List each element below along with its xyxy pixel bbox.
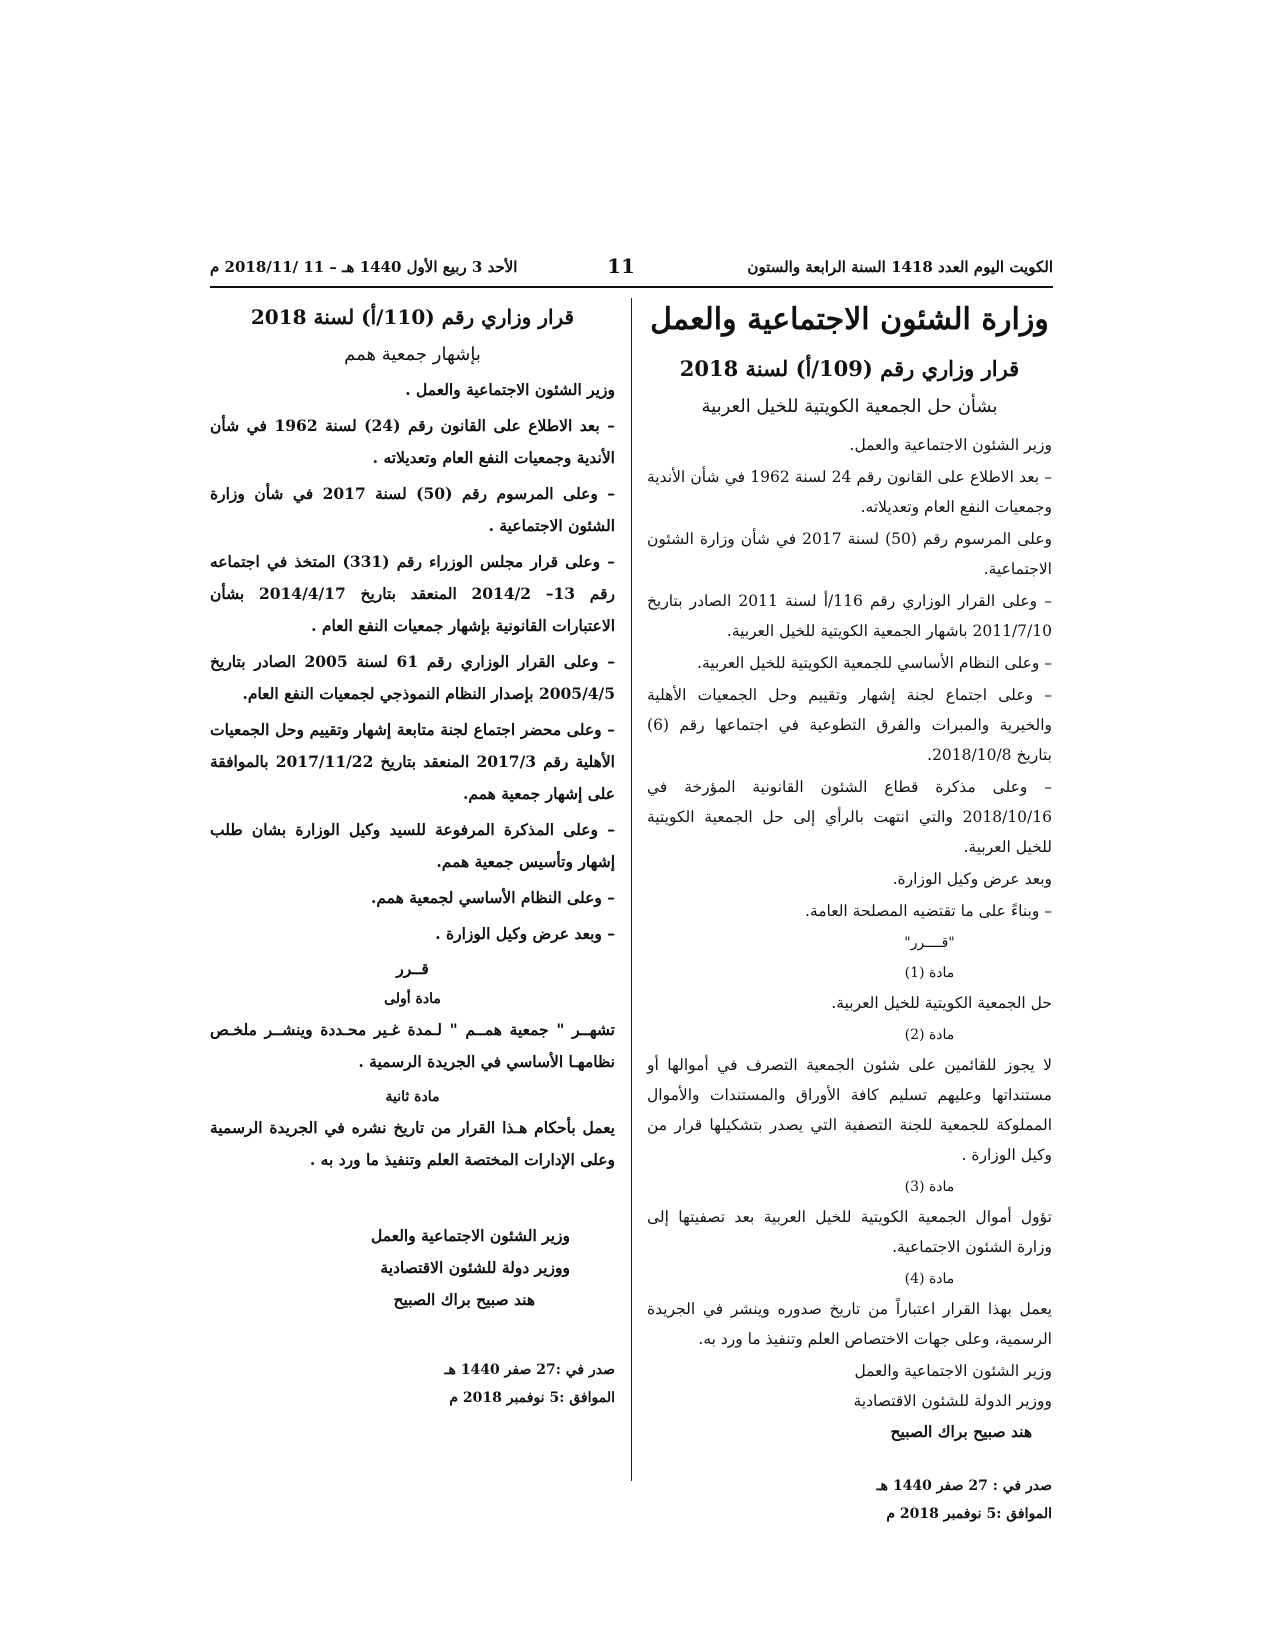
article-label: مادة (1) (904, 965, 955, 981)
signature-name: هند صبيح براك الصبيح (393, 1290, 535, 1309)
ministry-title: وزارة الشئون الاجتماعية والعمل (650, 302, 1049, 337)
header-rule (210, 286, 1053, 288)
page-header (210, 254, 1053, 284)
article-label: مادة (2) (904, 1027, 955, 1043)
preamble-line: – بعد الاطلاع على القانون رقم 24 لسنة 1962 في شأن الأندية وجمعيات النفع العام وتعديلاته. (647, 468, 1052, 516)
preamble-line: وبعد عرض وكيل الوزارة. (892, 870, 1052, 888)
preamble-line: – وعلى اجتماع لجنة إشهار وتقييم وحل الجمعيات الأهلية والخيرية والمبرات والفرق التطوعية في اجتماعها رقم (6) بتاريخ 2018/10/8. (647, 686, 1052, 764)
signature-title: ووزير الدولة للشئون الاقتصادية (853, 1392, 1052, 1410)
article-label: مادة (4) (904, 1271, 955, 1287)
decision-subject: بإشهار جمعية همم (344, 344, 481, 365)
preamble-line: – وعلى النظام الأساسي للجمعية الكويتية للخيل العربية. (697, 654, 1052, 672)
preamble-line: – بعد الاطلاع على القانون رقم (24) لسنة 1962 في شأن الأندية وجمعيات النفع العام وتعديلاته . (210, 416, 615, 467)
decided-heading: قــرر (396, 959, 429, 978)
corresponding-date: الموافق :5 نوفمبر 2018 م (449, 1390, 615, 1406)
preamble-line: وعلى المرسوم رقم (50) لسنة 2017 في شأن وزارة الشئون الاجتماعية. (647, 530, 1052, 578)
preamble-line: – وعلى المرسوم رقم (50) لسنة 2017 في شأن وزارة الشئون الاجتماعية . (210, 484, 615, 535)
preamble-line: – وعلى مذكرة قطاع الشئون القانونية المؤرخة في 2018/10/16 والتي انتهت بالرأي إلى حل الجمعية الكويتية للخيل العربية. (647, 778, 1052, 856)
issue-info: الكويت اليوم العدد 1418 السنة الرابعة والستون (747, 258, 1053, 276)
decision-title: قرار وزاري رقم (109/أ) لسنة 2018 (679, 356, 1020, 381)
corresponding-date: الموافق :5 نوفمبر 2018 م (886, 1506, 1052, 1522)
column-divider (631, 298, 632, 1481)
decided-heading: "قــــرر" (904, 935, 955, 951)
preamble-line: وزير الشئون الاجتماعية والعمل . (405, 380, 615, 399)
preamble-line: – وعلى محضر اجتماع لجنة متابعة إشهار وتقييم وحل الجمعيات الأهلية رقم 2017/3 المنعقد بتاريخ 2017/11/22 بالموافقة على إشهار جمعية همم. (210, 720, 615, 803)
preamble-line: – وعلى القرار الوزاري رقم 116/أ لسنة 2011 الصادر بتاريخ 2011/7/10 باشهار الجمعية الكويتية للخيل العربية. (647, 592, 1052, 640)
preamble-line: – وبعد عرض وكيل الوزارة . (435, 924, 615, 943)
preamble-line: – وعلى القرار الوزاري رقم 61 لسنة 2005 الصادر بتاريخ 2005/4/5 بإصدار النظام النموذجي لجمعيات النفع العام. (210, 652, 615, 703)
preamble-line: – وعلى قرار مجلس الوزراء رقم (331) المتخذ في اجتماعه رقم 13– 2014/2 المنعقد بتاريخ 2014/4/17 بشأن الاعتبارات القانونية بإشهار جمعيات النفع العام . (210, 552, 615, 635)
signature-title: ووزير دولة للشئون الاقتصادية (380, 1258, 570, 1277)
left-column (210, 300, 615, 1412)
issue-date: الأحد 3 ربيع الأول 1440 هـ – 11 /2018/11 م (210, 258, 518, 276)
article-text: لا يجوز للقائمين على شئون الجمعية التصرف في أموالها أو مستنداتها وعليهم تسليم كافة الأوراق والمستندات والأموال المملوكة للجمعية للجنة التصفية التي يصدر بتشكيلها قرار من وكيل الوزارة . (647, 1056, 1052, 1164)
decision-title: قرار وزاري رقم (110/أ) لسنة 2018 (250, 305, 575, 329)
preamble-line: – وبناءً على ما تقتضيه المصلحة العامة. (804, 902, 1052, 920)
signature-name: هند صبيح براك الصبيح (890, 1422, 1032, 1441)
signature-title: وزير الشئون الاجتماعية والعمل (854, 1362, 1052, 1380)
issued-date: صدر في :27 صفر 1440 هـ (444, 1362, 615, 1378)
article-label: مادة ثانية (385, 1089, 440, 1105)
preamble-line: – وعلى المذكرة المرفوعة للسيد وكيل الوزارة بشان طلب إشهار وتأسيس جمعية همم. (210, 820, 615, 871)
preamble-line: وزير الشئون الاجتماعية والعمل. (849, 436, 1052, 454)
article-text: حل الجمعية الكويتية للخيل العربية. (831, 994, 1052, 1012)
article-text: يعمل بهذا القرار اعتباراً من تاريخ صدوره وينشر في الجريدة الرسمية، وعلى جهات الاختصاص العلم وتنفيذ ما ورد به. (647, 1300, 1052, 1348)
article-label: مادة أولى (384, 991, 441, 1007)
decision-subject: بشأن حل الجمعية الكويتية للخيل العربية (701, 396, 998, 417)
page-number: 11 (607, 254, 635, 278)
issued-date: صدر في : 27 صفر 1440 هـ (876, 1478, 1052, 1494)
article-text: تشهــر " جمعية همــم " لـمدة غـير محـددة وينشــر ملخـص نظامهـا الأساسي في الجريدة الرسمية . (210, 1020, 615, 1071)
preamble-line: – وعلى النظام الأساسي لجمعية همم. (370, 888, 615, 907)
signature-title: وزير الشئون الاجتماعية والعمل (371, 1226, 570, 1245)
right-column (647, 300, 1052, 1528)
article-text: تؤول أموال الجمعية الكويتية للخيل العربية بعد تصفيتها إلى وزارة الشئون الاجتماعية. (647, 1208, 1052, 1256)
article-label: مادة (3) (904, 1179, 955, 1195)
article-text: يعمل بأحكام هـذا القرار من تاريخ نشره في الجريدة الرسمية وعلى الإدارات المختصة العلم وتنفيذ ما ورد به . (210, 1118, 615, 1169)
